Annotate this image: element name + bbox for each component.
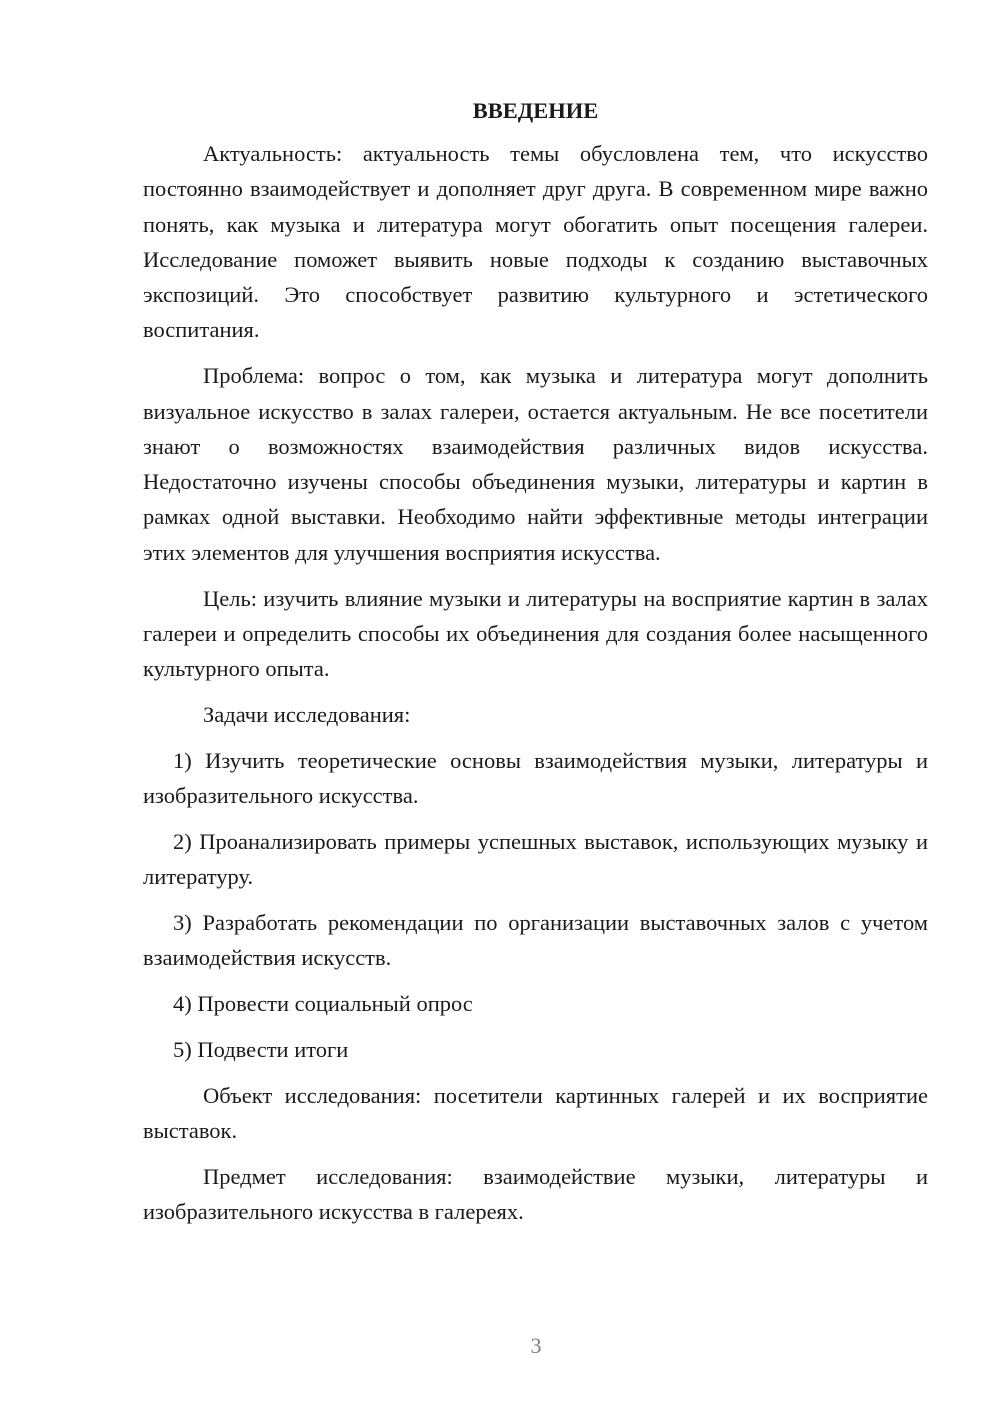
task-item: 1) Изучить теоретические основы взаимодействия музыки, литературы и изобразительного искусства. <box>143 747 928 809</box>
page-number: 3 <box>530 1333 542 1358</box>
task-item: 5) Подвести итоги <box>173 1036 349 1062</box>
object-paragraph: Объект исследования: посетители картинных галерей и их восприятие выставок. <box>143 1082 928 1143</box>
subject-paragraph: Предмет исследования: взаимодействие музыки, литературы и изобразительного искусства в галереях. <box>143 1163 928 1225</box>
relevance-paragraph: Актуальность: актуальность темы обусловлена тем, что искусство постоянно взаимодействует и дополняет друг друга. В современном мире важно понять, как музыка и литература могут обогатить опыт посещения галереи. Исследование поможет выявить новые подходы к созданию выставочных экспозиций. Это способствует развитию культурного и эстетического воспитания. <box>143 141 928 343</box>
problem-paragraph: Проблема: вопрос о том, как музыка и литература могут дополнить визуальное искусство в залах галереи, остается актуальным. Не все посетители знают о возможностях взаимодействия различных видов искусства. Недостаточно изучены способы объединения музыки, литературы и картин в рамках одной выставки. Необходимо найти эффективные методы интеграции этих элементов для улучшения восприятия искусства. <box>143 363 928 565</box>
tasks-heading: Задачи исследования: <box>203 701 411 727</box>
goal-paragraph: Цель: изучить влияние музыки и литературы на восприятие картин в залах галереи и определить способы их объединения для создания более насыщенного культурного опыта. <box>143 585 928 682</box>
task-item: 2) Проанализировать примеры успешных выставок, использующих музыку и литературу. <box>143 828 928 890</box>
task-item: 3) Разработать рекомендации по организации выставочных залов с учетом взаимодействия искусств. <box>143 909 928 971</box>
section-title: ВВЕДЕНИЕ <box>472 98 599 123</box>
task-item: 4) Провести социальный опрос <box>173 991 473 1017</box>
document-page <box>143 96 928 1240</box>
